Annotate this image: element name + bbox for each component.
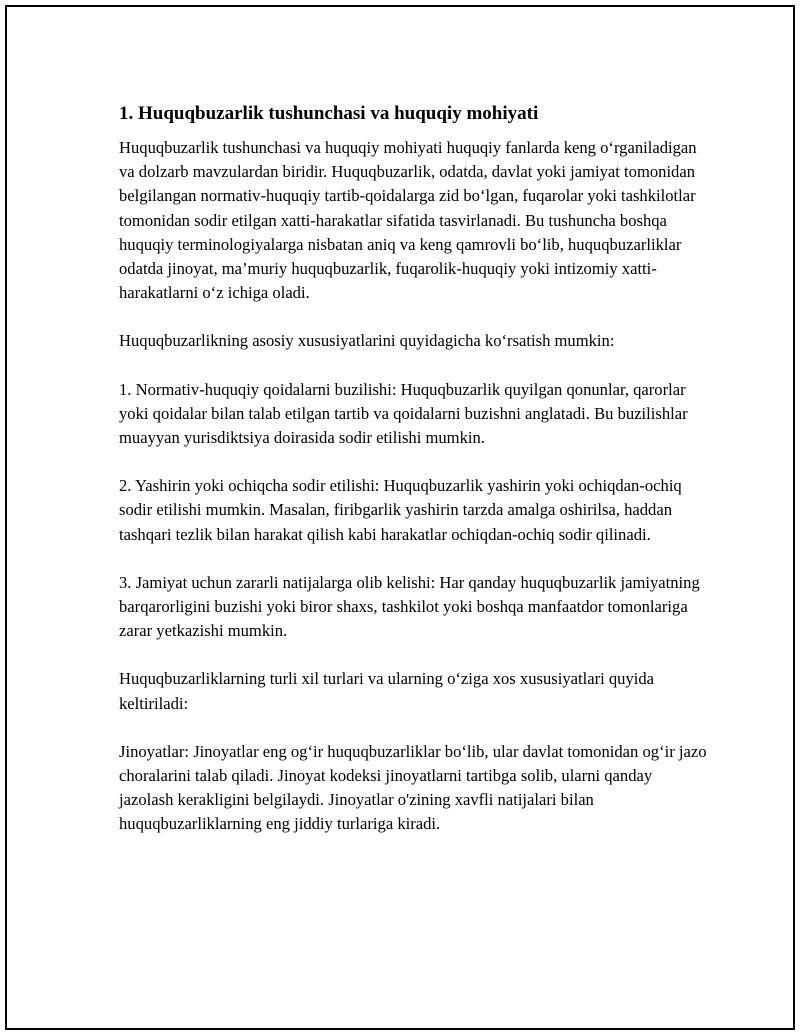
document-body — [119, 102, 709, 861]
feature-item-2: 2. Yashirin yoki ochiqcha sodir etilishi: Huquqbuzarlik yashirin yoki ochiqdan-ochiq sodir etilishi mumkin. Masalan, firibgarlik yashirin tarzda amalga oshirilsa, haddan tashqari tezlik bilan harakat qilish kabi harakatlar ochiqdan-ochiq sodir qilinadi. — [119, 476, 682, 544]
types-intro-paragraph: Huquqbuzarliklarning turli xil turlari va ularning o‘ziga xos xususiyatlari quyida keltiriladi: — [119, 669, 655, 713]
intro-paragraph: Huquqbuzarlik tushunchasi va huquqiy mohiyati huquqiy fanlarda keng o‘rganiladigan va dolzarb mavzulardan biridir. Huquqbuzarlik, odatda, davlat yoki jamiyat tomonidan belgilangan normativ-huquqiy tartib-qoidalarga zid bo‘lgan, fuqarolar yoki tashkilotlar tomonidan sodir etilgan xatti-harakatlar sifatida tasvirlanadi. Bu tushuncha boshqa huquqiy terminologiyalarga nisbatan aniq va keng qamrovli bo‘lib, huquqbuzarliklar odatda jinoyat, ma’muriy huquqbuzarlik, fuqarolik-huquqiy yoki intizomiy xatti-harakatlarni o‘z ichiga oladi. — [119, 138, 697, 303]
section-heading: 1. Huquqbuzarlik tushunchasi va huquqiy mohiyati — [119, 103, 539, 124]
feature-item-3: 3. Jamiyat uchun zararli natijalarga olib kelishi: Har qanday huquqbuzarlik jamiyatning barqarorligini buzishi yoki biror shaxs, tashkilot yoki boshqa manfaatdor tomonlariga zarar yetkazishi mumkin. — [119, 572, 700, 641]
crimes-paragraph: Jinoyatlar: Jinoyatlar eng og‘ir huquqbuzarliklar bo‘lib, ular davlat tomonidan og‘ir jazo choralarini talab qiladi. Jinoyat kodeksi jinoyatlarni tartibga solib, ularni qanday jazolash kerakligini belgilaydi. Jinoyatlar o'zining xavfli natijalari bilan huquqbuzarliklarning eng jiddiy turlariga kiradi. — [119, 741, 707, 834]
feature-item-1: 1. Normativ-huquqiy qoidalarni buzilishi: Huquqbuzarlik quyilgan qonunlar, qarorlar yoki qoidalar bilan talab etilgan tartib va qoidalarni buzishni anglatadi. Bu buzilishlar muayyan yurisdiktsiya doirasida sodir etilishi mumkin. — [119, 379, 688, 448]
page-frame — [5, 5, 795, 1030]
features-intro-paragraph: Huquqbuzarlikning asosiy xususiyatlarini quyidagicha ko‘rsatish mumkin: — [119, 331, 615, 351]
